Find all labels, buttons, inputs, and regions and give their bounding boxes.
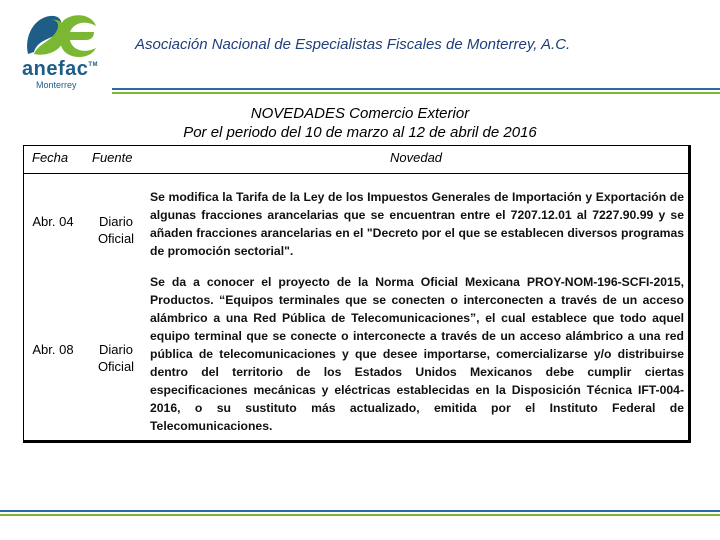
row-2-novedad: Se da a conocer el proyecto de la Norma Oficial Mexicana PROY-NOM-196-SCFI-2015, Productos. “Equipos terminales que se conecten o interconecten a través de un acceso alámbrico a una Red Pública de Telecomunicaciones”, el cual establece que todo aquel equipo terminal que se conecte o interconecte a través de un acceso alámbrico a una red pública de telecomunicaciones y que desee importarse, comercializarse y/o distribuirse dentro del territorio de los Estados Unidos Mexicanos debe cumplir ciertas especificaciones mecánicas y eléctricas establecidas en la Disposición Técnica IFT-004-2016, o su sustituto más actualizado, emitida por el Instituto Federal de Telecomunicaciones.: [150, 275, 684, 433]
row-2-fecha: Abr. 08: [32, 342, 74, 357]
row-1-fecha: Abr. 04: [32, 214, 74, 229]
document-title: NOVEDADES Comercio Exterior: [250, 105, 470, 122]
document-heading: [0, 104, 720, 142]
footer-rule-blue: [0, 510, 720, 512]
column-header-fuente: Fuente: [92, 150, 133, 165]
footer-rule-green: [0, 514, 720, 516]
row-1-novedad: Se modifica la Tarifa de la Ley de los Impuestos Generales de Importación y Exportación de algunas fracciones arancelarias que se encuentran entre el 7207.12.01 al 7227.90.99 y se añaden fracciones arancelarias en el "Decreto por el que se establecen diversos programas de promoción sectorial".: [150, 190, 684, 258]
row-1-fuente: Diario Oficial: [97, 214, 135, 246]
logo-subtitle: Monterrey: [36, 80, 77, 90]
logo-wordmark: anefac™: [22, 58, 99, 80]
column-header-fecha: Fecha: [32, 150, 69, 165]
organization-name: Asociación Nacional de Especialistas Fiscales de Monterrey, A.C.: [135, 36, 571, 53]
row-2-fuente: Diario Oficial: [97, 342, 135, 374]
column-header-novedad: Novedad: [390, 150, 443, 165]
header-rule-green: [112, 92, 720, 94]
document-subtitle: Por el periodo del 10 de marzo al 12 de abril de 2016: [183, 124, 537, 141]
header-rule-blue: [112, 88, 720, 90]
